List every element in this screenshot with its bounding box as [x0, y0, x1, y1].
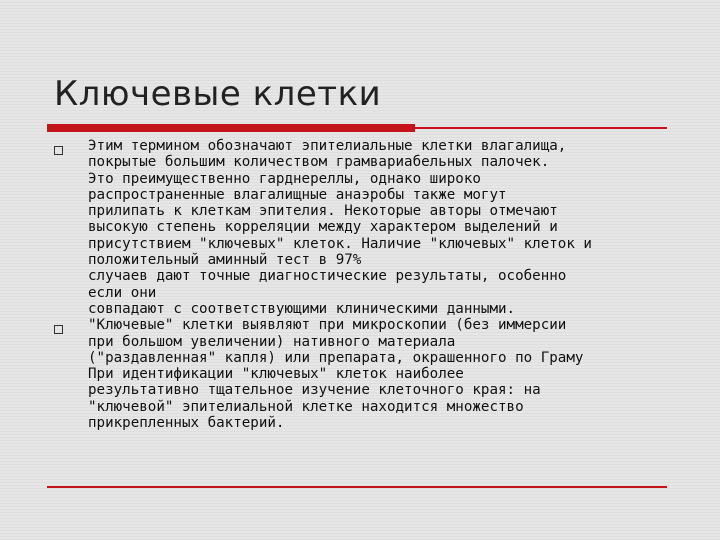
slide-title: Ключевые клетки [54, 74, 382, 114]
title-underline-accent [47, 124, 415, 132]
title-underline-thin [415, 127, 667, 129]
text-line: распространенные влагалищные анаэробы также могут [88, 186, 507, 203]
text-line: присутствием "ключевых" клеток. Наличие "ключевых" клеток и [88, 235, 592, 252]
text-line: результативно тщательное изучение клеточного края: на [88, 382, 541, 399]
text-line: прилипать к клеткам эпителия. Некоторые авторы отмечают [88, 203, 558, 220]
square-bullet-icon [54, 146, 63, 155]
text-line: При идентификации "ключевых" клеток наиболее [88, 366, 464, 383]
text-line: "Ключевые" клетки выявляют при микроскопии (без иммерсии [88, 317, 567, 334]
text-line: положительный аминный тест в 97% [88, 252, 362, 269]
footer-divider [47, 486, 667, 488]
text-line: прикрепленных бактерий. [88, 415, 285, 432]
text-line: если они [88, 284, 157, 301]
text-line: при большом увеличении) нативного материала [88, 333, 456, 350]
bullet-item-2 [52, 317, 672, 431]
text-line: Это преимущественно гарднереллы, однако широко [88, 170, 481, 187]
text-line: ("раздавленная" капля) или препарата, окрашенного по Граму [88, 349, 584, 366]
square-bullet-icon [54, 325, 63, 334]
bullet-list [52, 138, 672, 431]
text-line: "ключевой" эпителиальной клетке находится множество [88, 398, 524, 415]
text-line: Этим термином обозначают эпителиальные клетки влагалища, [88, 138, 567, 154]
text-line: высокую степень корреляции между характером выделений и [88, 219, 558, 236]
text-line: случаев дают точные диагностические результаты, особенно [88, 268, 567, 285]
bullet-item-1 [52, 138, 672, 317]
text-line: совпадают с соответствующими клиническими данными. [88, 300, 516, 317]
text-line: покрытые большим количеством грамвариабельных палочек. [88, 154, 550, 171]
